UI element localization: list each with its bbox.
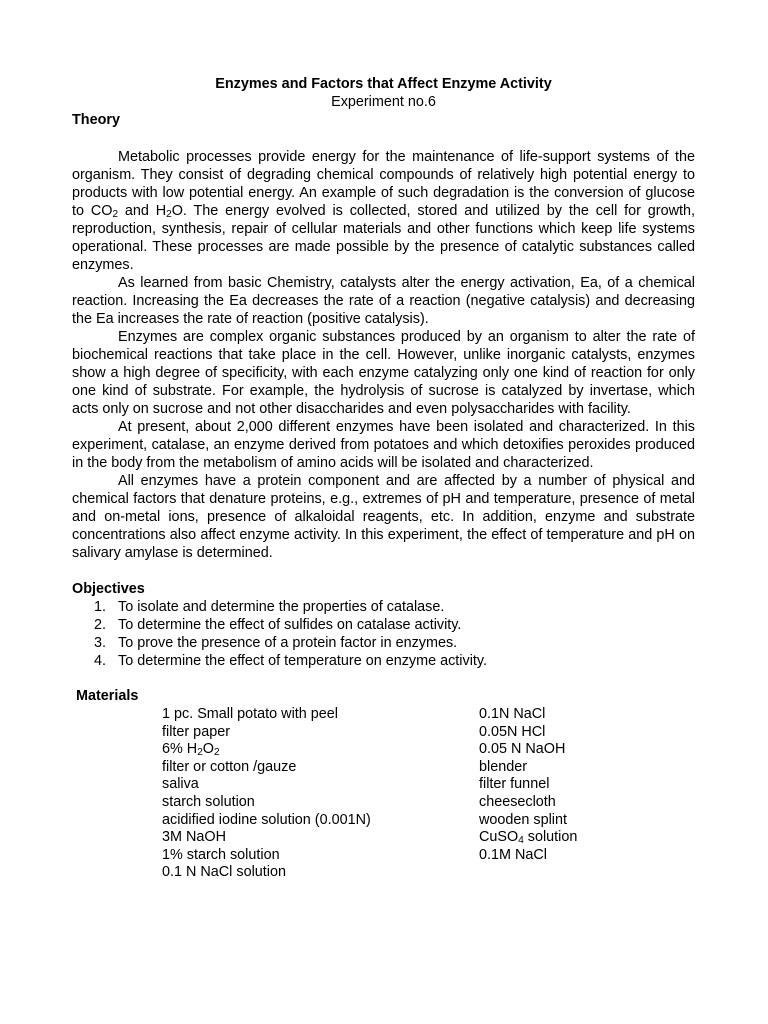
material-item: filter or cotton /gauze — [162, 758, 297, 775]
material-item: 0.05 N NaOH — [479, 741, 566, 758]
materials-left-column — [162, 705, 479, 881]
document-title: Enzymes and Factors that Affect Enzyme Activity — [215, 76, 552, 92]
theory-p1-part-b: and H — [118, 203, 167, 219]
theory-p1-part-a: Metabolic processes provide energy for the maintenance of life-support systems of the organism. They consist of degrading chemical compounds of relatively high potential energy to products with low potential energy. An example of such degradation is the conversion of glucose to CO — [72, 149, 695, 219]
material-item: blender — [479, 758, 528, 775]
material-h2o2-subscript: 2 — [213, 747, 220, 759]
material-item: starch solution — [162, 793, 255, 810]
objective-item — [72, 652, 695, 670]
objectives-heading: Objectives — [72, 581, 145, 597]
material-h2o2-part: O — [202, 741, 214, 758]
theory-paragraph-5: All enzymes have a protein component and are affected by a number of physical and chemical factors that denature proteins, e.g., extremes of pH and temperature, presence of metal and on-metal ions, presence of alkaloidal reagents, etc. In addition, enzyme and substrate concentrations also affect enzyme activity. In this experiment, the effect of temperature and pH on salivary amylase is determined. — [72, 473, 695, 561]
objective-text: To determine the effect of sulfides on catalase activity. — [118, 617, 462, 633]
objective-item — [72, 598, 695, 616]
objective-number: 1. — [94, 599, 107, 615]
material-cuso4-part: solution — [523, 829, 578, 846]
material-h2o2-subscript: 2 — [197, 747, 203, 759]
theory-paragraph-4: At present, about 2,000 different enzymes have been isolated and characterized. In this experiment, catalase, an enzyme derived from potatoes and which detoxifies peroxides produced in the body from the metabolism of amino acids will be isolated and characterized. — [72, 419, 695, 471]
objective-number: 2. — [94, 617, 107, 633]
experiment-number: Experiment no.6 — [331, 94, 436, 110]
material-item — [479, 828, 639, 846]
theory-paragraph-1 — [72, 148, 695, 274]
theory-paragraph-2: As learned from basic Chemistry, catalysts alter the energy activation, Ea, of a chemical reaction. Increasing the Ea decreases the rate of a reaction (negative catalysis) and decreasing the Ea increases the rate of reaction (positive catalysis). — [72, 275, 695, 327]
material-item — [162, 740, 479, 758]
material-item: 0.1M NaCl — [479, 846, 547, 863]
material-item: filter paper — [162, 723, 230, 740]
material-item: saliva — [162, 776, 199, 793]
material-item: cheesecloth — [479, 793, 556, 810]
material-item: acidified iodine solution (0.001N) — [162, 811, 371, 828]
objective-text: To prove the presence of a protein factor in enzymes. — [118, 635, 458, 651]
objectives-list — [72, 598, 695, 670]
document-page — [72, 75, 695, 881]
materials-heading: Materials — [76, 688, 139, 704]
materials-list — [72, 705, 695, 881]
objective-number: 3. — [94, 635, 107, 651]
objective-text: To determine the effect of temperature on enzyme activity. — [118, 653, 488, 669]
objective-item — [72, 616, 695, 634]
material-item: 0.05N HCl — [479, 723, 546, 740]
theory-paragraph-3: Enzymes are complex organic substances produced by an organism to alter the rate of biochemical reactions that take place in the cell. However, unlike inorganic catalysts, enzymes show a high degree of specificity, with each enzyme catalyzing only one kind of reaction for only one kind of substrate. For example, the hydrolysis of sucrose is catalyzed by invertase, which acts only on sucrose and not other disaccharides and even polysaccharides with facility. — [72, 329, 695, 417]
material-item: 1% starch solution — [162, 846, 280, 863]
materials-right-column — [479, 705, 639, 881]
material-item: 3M NaOH — [162, 829, 226, 846]
theory-body — [72, 148, 695, 562]
material-h2o2-part: 6% H — [162, 741, 198, 758]
objective-item — [72, 634, 695, 652]
theory-heading: Theory — [72, 112, 120, 128]
objective-text: To isolate and determine the properties of catalase. — [118, 599, 445, 615]
material-item: filter funnel — [479, 776, 550, 793]
material-item: 1 pc. Small potato with peel — [162, 706, 338, 722]
co2-subscript: 2 — [112, 209, 119, 220]
material-cuso4-subscript: 4 — [518, 835, 524, 847]
objective-number: 4. — [94, 653, 107, 669]
material-cuso4-part: CuSO — [479, 829, 519, 846]
material-item: wooden splint — [479, 811, 568, 828]
theory-p1-part-c: O. The energy evolved is collected, stored and utilized by the cell for growth, reproduction, synthesis, repair of cellular materials and other functions which keep life systems operational. These processes are made possible by the presence of catalytic substances called enzymes. — [72, 203, 695, 273]
material-item: 0.1N NaCl — [479, 706, 546, 722]
material-item: 0.1 N NaCl solution — [162, 864, 286, 881]
h2o-subscript: 2 — [166, 209, 172, 220]
